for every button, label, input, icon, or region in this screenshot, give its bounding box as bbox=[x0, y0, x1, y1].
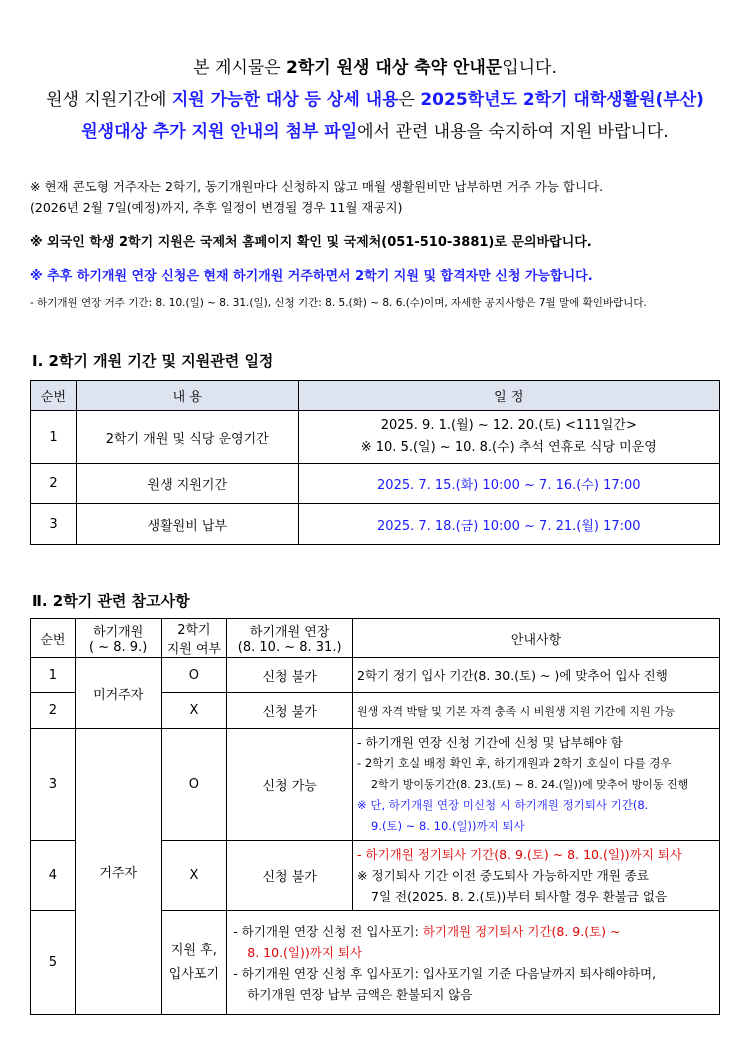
row-no: 3 bbox=[31, 729, 76, 841]
schedule-note: ※ 10. 5.(일) ~ 10. 8.(수) 추석 연휴로 식당 미운영 bbox=[360, 440, 657, 455]
col-header-no: 순번 bbox=[31, 619, 76, 658]
row-extension: 신청 불가 bbox=[227, 693, 353, 729]
row-fall: X bbox=[161, 693, 227, 729]
row-info bbox=[353, 729, 720, 841]
row-schedule: 2025. 7. 15.(화) 10:00 ~ 7. 16.(수) 17:00 bbox=[298, 464, 719, 504]
info-bullet: - 하기개원 연장 신청 기간에 신청 및 납부해야 함 bbox=[357, 735, 623, 750]
intro-line-2 bbox=[0, 84, 750, 116]
section1-title: Ⅰ. 2학기 개원 기간 및 지원관련 일정 bbox=[32, 352, 274, 370]
table-row bbox=[31, 504, 720, 545]
note-extension: ※ 추후 하기개원 연장 신청은 현재 하기개원 거주하면서 2학기 지원 및 합격자만 신청 가능합니다. bbox=[30, 269, 593, 284]
info-bullet: ※ 정기퇴사 기간 이전 중도퇴사 가능하지만 개원 종료 bbox=[357, 868, 649, 883]
intro-emphasis: 지원 가능한 대상 등 상세 내용 bbox=[171, 90, 399, 110]
row-fall: 지원 후, 입사포기 bbox=[161, 911, 227, 1015]
row-schedule bbox=[298, 411, 719, 464]
info-bullet: - 하기개원 연장 신청 전 입사포기: 하기개원 정기퇴사 기간(8. 9.(토) ~ bbox=[233, 923, 621, 939]
row-extension: 신청 불가 bbox=[227, 658, 353, 693]
info-bullet: - 하기개원 연장 신청 후 입사포기: 입사포기일 기준 다음날까지 퇴사해야하며, bbox=[233, 965, 657, 981]
info-bullet-cont: 2학기 방이동기간(8. 23.(토) ~ 8. 24.(일))에 맞추어 방이동 진행 bbox=[371, 778, 689, 791]
intro bbox=[0, 52, 750, 148]
intro-text: 본 게시물은 bbox=[193, 58, 287, 78]
row-no: 1 bbox=[31, 658, 76, 693]
row-fall: X bbox=[161, 841, 227, 911]
group-resident: 거주자 bbox=[75, 729, 161, 1015]
row-no: 2 bbox=[31, 693, 76, 729]
reference-table bbox=[30, 618, 720, 1015]
table-row bbox=[31, 658, 720, 693]
col-header-extension: 하기개원 연장 (8. 10. ~ 8. 31.) bbox=[227, 619, 353, 658]
note-condo-date: (2026년 2월 7일(예정)까지, 추후 일정이 변경될 경우 11월 재공지) bbox=[30, 200, 403, 215]
row-fall: O bbox=[161, 658, 227, 693]
note-foreign: ※ 외국인 학생 2학기 지원은 국제처 홈페이지 확인 및 국제처(051-510-3881)로 문의바랍니다. bbox=[30, 235, 592, 250]
row-fall: O bbox=[161, 729, 227, 841]
info-bullet: - 2학기 호실 배정 확인 후, 하기개원과 2학기 호실이 다를 경우 bbox=[357, 756, 672, 770]
row-no: 5 bbox=[31, 911, 76, 1015]
info-bullet-cont: 9.(토) ~ 8. 10.(일))까지 퇴사 bbox=[371, 819, 525, 833]
row-no: 2 bbox=[31, 464, 77, 504]
info-bullet: - 하기개원 정기퇴사 기간(8. 9.(토) ~ 8. 10.(일))까지 퇴사 bbox=[357, 847, 682, 862]
intro-emphasis: 2학기 원생 대상 축약 안내문 bbox=[286, 58, 503, 78]
row-info bbox=[353, 841, 720, 911]
row-content: 생활원비 납부 bbox=[76, 504, 298, 545]
group-nonresident: 미거주자 bbox=[75, 658, 161, 729]
row-no: 3 bbox=[31, 504, 77, 545]
row-extension: 신청 불가 bbox=[227, 841, 353, 911]
col-header-content: 내 용 bbox=[76, 381, 298, 411]
row-no: 1 bbox=[31, 411, 77, 464]
intro-text: 입니다. bbox=[502, 58, 557, 78]
row-info: 원생 자격 박탈 및 기본 자격 충족 시 비원생 지원 기간에 지원 가능 bbox=[353, 693, 720, 729]
row-info: 2학기 정기 입사 기간(8. 30.(토) ~ )에 맞추어 입사 진행 bbox=[353, 658, 720, 693]
row-extension: 신청 가능 bbox=[227, 729, 353, 841]
intro-text: 원생 지원기간에 bbox=[46, 90, 172, 110]
info-bullet-cont: 7일 전(2025. 8. 2.(토))부터 퇴사할 경우 환불금 없음 bbox=[371, 889, 668, 904]
row-content: 원생 지원기간 bbox=[76, 464, 298, 504]
row-schedule: 2025. 7. 18.(금) 10:00 ~ 7. 21.(월) 17:00 bbox=[298, 504, 719, 545]
intro-line-3 bbox=[0, 116, 750, 148]
note-condo: ※ 현재 콘도형 거주자는 2학기, 동기개원마다 신청하지 않고 매월 생활원비만 납부하면 거주 가능 합니다. bbox=[30, 179, 604, 194]
col-header-summer: 하기개원 ( ~ 8. 9.) bbox=[75, 619, 161, 658]
schedule-table bbox=[30, 380, 720, 545]
row-info bbox=[227, 911, 720, 1015]
col-header-no: 순번 bbox=[31, 381, 77, 411]
info-bullet: ※ 단, 하기개원 연장 미신청 시 하기개원 정기퇴사 기간(8. bbox=[357, 798, 649, 812]
section2-title: Ⅱ. 2학기 관련 참고사항 bbox=[32, 592, 190, 610]
intro-text: 에서 관련 내용을 숙지하여 지원 바랍니다. bbox=[357, 122, 669, 142]
col-header-info: 안내사항 bbox=[353, 619, 720, 658]
intro-text: 은 bbox=[398, 90, 421, 110]
info-bullet-cont: 8. 10.(일))까지 퇴사 bbox=[247, 944, 363, 960]
intro-emphasis: 원생대상 추가 지원 안내의 첨부 파일 bbox=[81, 122, 358, 142]
row-no: 4 bbox=[31, 841, 76, 911]
info-bullet-cont: 하기개원 연장 납부 금액은 환불되지 않음 bbox=[247, 986, 473, 1002]
col-header-fall: 2학기 지원 여부 bbox=[161, 619, 227, 658]
table-row bbox=[31, 464, 720, 504]
note-extension-detail: - 하기개원 연장 거주 기간: 8. 10.(일) ~ 8. 31.(일), 신청 기간: 8. 5.(화) ~ 8. 6.(수)이며, 자세한 공지사항은 7월 말에 확인바랍니다. bbox=[30, 297, 647, 309]
table-row bbox=[31, 411, 720, 464]
table-row bbox=[31, 729, 720, 841]
schedule-main: 2025. 9. 1.(월) ~ 12. 20.(토) <111일간> bbox=[380, 418, 637, 433]
intro-emphasis: 2025학년도 2학기 대학생활원(부산) bbox=[420, 90, 704, 110]
intro-line-1 bbox=[0, 52, 750, 84]
row-content: 2학기 개원 및 식당 운영기간 bbox=[76, 411, 298, 464]
col-header-schedule: 일 정 bbox=[298, 381, 719, 411]
